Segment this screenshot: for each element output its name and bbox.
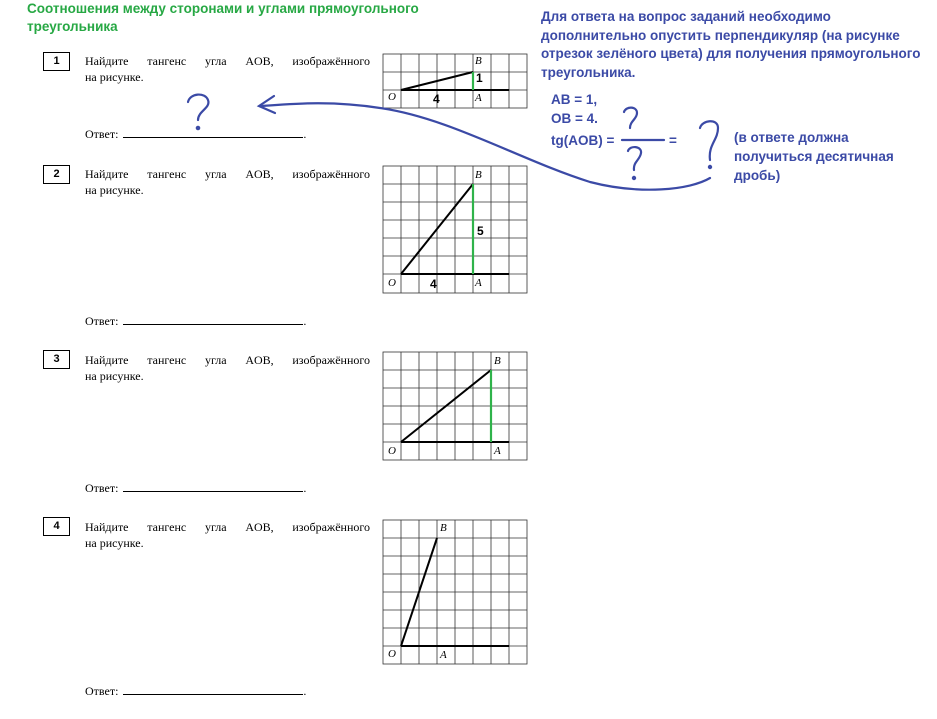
task-number: 3 (43, 350, 70, 369)
task-text-cont: на рисунке. (85, 536, 144, 550)
task-text-cont: на рисунке. (85, 183, 144, 197)
handwritten-number: 4 (430, 277, 437, 291)
task-number: 2 (43, 165, 70, 184)
page-title: Соотношения между сторонами и углами прямоугольного треугольника (27, 1, 419, 34)
question-mark-dot (197, 127, 199, 129)
arrow-icon (262, 103, 710, 189)
answer-row[interactable]: Ответ: . (85, 314, 307, 328)
label-a: A (494, 445, 501, 457)
label-a: A (475, 92, 482, 104)
label-b: B (475, 169, 482, 181)
label-o: O (388, 91, 396, 103)
handwritten-number: 1 (476, 71, 483, 85)
figure-4-grid (383, 520, 527, 664)
label-o: O (388, 648, 396, 660)
task-text-cont: на рисунке. (85, 369, 144, 383)
figure-1-grid (383, 54, 527, 108)
hint-note: (в ответе должна получиться десятичная дробь) (734, 130, 894, 183)
label-a: A (475, 277, 482, 289)
answer-row[interactable]: Ответ: . (85, 481, 307, 495)
hint-text: Для ответа на вопрос заданий необходимо дополнительно опустить перпендикуляр (на рисунке отрезок зелёного цвета) для получения прямоугольного треугольника. (541, 9, 921, 80)
handwritten-number: 5 (477, 224, 484, 238)
question-mark-dot (709, 166, 711, 168)
task-number: 1 (43, 52, 70, 71)
answer-row[interactable]: Ответ: . (85, 684, 307, 698)
label-b: B (440, 522, 447, 534)
label-o: O (388, 445, 396, 457)
question-mark-icon (188, 95, 208, 120)
hint-ob: OB = 4. (551, 111, 598, 126)
question-mark-icon (628, 147, 641, 170)
label-b: B (475, 55, 482, 67)
answer-label: Ответ: (85, 684, 119, 698)
answer-label: Ответ: (85, 481, 119, 495)
hint-equals: = (669, 133, 677, 148)
task-text: Найдите тангенс угла AOB, изображённого (85, 353, 370, 367)
handwritten-annotations (188, 95, 718, 190)
label-a: A (440, 649, 447, 661)
hint-ab: AB = 1, (551, 92, 598, 107)
label-o: O (388, 277, 396, 289)
question-mark-icon (700, 121, 718, 160)
task-number: 4 (43, 517, 70, 536)
hint-tg: tg(AOB) = (551, 133, 615, 148)
question-mark-icon (624, 108, 637, 128)
task-text: Найдите тангенс угла AOB, изображённого (85, 167, 370, 181)
label-b: B (494, 355, 501, 367)
answer-label: Ответ: (85, 127, 119, 141)
task-text-cont: на рисунке. (85, 70, 144, 84)
question-mark-dot (633, 177, 635, 179)
figure-3-grid (383, 352, 527, 460)
handwritten-number: 4 (433, 92, 440, 106)
task-text: Найдите тангенс угла AOB, изображённого (85, 520, 370, 534)
task-text: Найдите тангенс угла AOB, изображённого (85, 54, 370, 68)
answer-label: Ответ: (85, 314, 119, 328)
answer-row[interactable]: Ответ: . (85, 127, 307, 141)
